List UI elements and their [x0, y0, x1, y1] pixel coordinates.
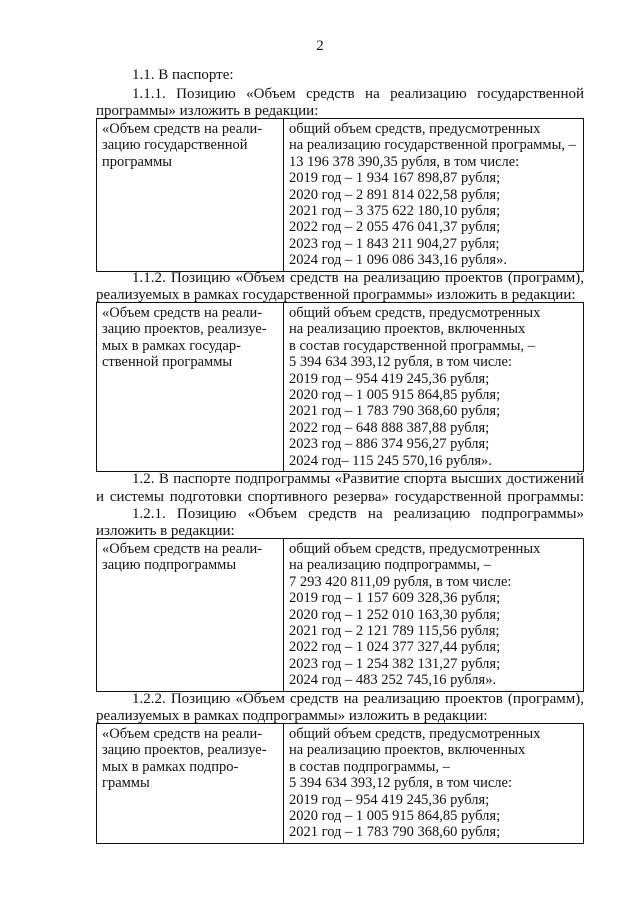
cell-line: 2021 год – 2 121 789 115,56 рубля;	[289, 623, 500, 640]
table-row	[97, 303, 584, 472]
cell-line: 2020 год – 2 891 814 022,58 рубля;	[289, 186, 501, 203]
cell-line: 2020 год – 1 252 010 163,30 рубля;	[289, 606, 501, 623]
table-1-2-1	[96, 538, 584, 692]
table-cell-label	[97, 303, 284, 472]
table-cell-value	[284, 724, 584, 844]
cell-line: 2022 год – 648 888 387,88 рубля;	[289, 419, 490, 436]
cell-line: 2021 год – 1 783 790 368,60 рубля;	[289, 403, 501, 420]
table-1-1-1	[96, 118, 584, 272]
section-1-1-heading: 1.1. В паспорте:	[132, 67, 234, 83]
cell-line: на реализацию проектов, включенных	[289, 321, 526, 338]
cell-line: 5 394 634 393,12 рубля, в том числе:	[289, 354, 512, 371]
cell-line: 2024 год– 115 245 570,16 рубля».	[289, 452, 492, 469]
section-1-2-1-line-1: 1.2.1. Позицию «Объем средств на реализацию подпрограммы»	[132, 506, 584, 522]
cell-line: «Объем средств на реали-	[102, 541, 263, 557]
cell-line: 2019 год – 1 157 609 328,36 рубля;	[289, 590, 501, 607]
cell-line: «Объем средств на реали-	[102, 305, 263, 321]
cell-line: 2020 год – 1 005 915 864,85 рубля;	[289, 808, 501, 825]
cell-line: зацию подпрограммы	[102, 557, 237, 574]
table-cell-value	[284, 119, 584, 272]
table-row	[97, 539, 584, 692]
cell-line: программы	[102, 153, 172, 170]
cell-line: мых в рамках государ-	[102, 337, 241, 354]
table-cell-label	[97, 724, 284, 844]
cell-line: 2019 год – 954 419 245,36 рубля;	[289, 370, 490, 387]
cell-line: общий объем средств, предусмотренных	[289, 541, 541, 557]
cell-line: 2024 год – 1 096 086 343,16 рубля».	[289, 252, 507, 269]
section-1-1-1-line-2: программы» изложить в редакции:	[96, 103, 319, 119]
cell-line: 13 196 378 390,35 рубля, в том числе:	[289, 153, 520, 170]
table-row	[97, 724, 584, 844]
table-cell-value	[284, 539, 584, 692]
table-1-2-2	[96, 723, 584, 844]
cell-line: 2022 год – 2 055 476 041,37 рубля;	[289, 219, 501, 236]
cell-line: «Объем средств на реали-	[102, 726, 263, 742]
section-1-1-2-line-1: 1.1.2. Позицию «Объем средств на реализацию проектов (программ),	[132, 270, 584, 286]
cell-line: ственной программы	[102, 354, 233, 371]
cell-line: 5 394 634 393,12 рубля, в том числе:	[289, 775, 512, 792]
cell-line: 2023 год – 886 374 956,27 рубля;	[289, 436, 490, 453]
cell-line: на реализацию подпрограммы, –	[289, 557, 491, 574]
cell-line: граммы	[102, 775, 150, 792]
cell-line: 2019 год – 1 934 167 898,87 рубля;	[289, 170, 501, 187]
cell-line: общий объем средств, предусмотренных	[289, 121, 541, 137]
cell-line: 2023 год – 1 254 382 131,27 рубля;	[289, 655, 501, 672]
section-1-2-line-1: 1.2. В паспорте подпрограммы «Развитие спорта высших достижений	[132, 471, 584, 487]
cell-line: общий объем средств, предусмотренных	[289, 305, 541, 321]
table-cell-label	[97, 119, 284, 272]
section-1-2-1-line-2: изложить в редакции:	[96, 523, 235, 539]
cell-line: «Объем средств на реали-	[102, 121, 263, 137]
cell-line: зацию проектов, реализуе-	[102, 321, 267, 338]
cell-line: 2024 год – 483 252 745,16 рубля».	[289, 672, 497, 689]
table-cell-value	[284, 303, 584, 472]
cell-line: на реализацию проектов, включенных	[289, 742, 526, 759]
cell-line: 2022 год – 1 024 377 327,44 рубля;	[289, 639, 501, 656]
page-number: 2	[316, 38, 324, 54]
section-1-1-2-line-2: реализуемых в рамках государственной программы» изложить в редакции:	[96, 287, 576, 303]
cell-line: в состав подпрограммы, –	[289, 758, 450, 775]
cell-line: общий объем средств, предусмотренных	[289, 726, 541, 742]
table-1-1-2	[96, 302, 584, 472]
section-1-2-2-line-1: 1.2.2. Позицию «Объем средств на реализацию проектов (программ),	[132, 691, 584, 707]
cell-line: на реализацию государственной программы, –	[289, 137, 576, 154]
cell-line: 2019 год – 954 419 245,36 рубля;	[289, 791, 490, 808]
cell-line: 7 293 420 811,09 рубля, в том числе:	[289, 573, 512, 590]
section-1-2-2-line-2: реализуемых в рамках подпрограммы» изложить в редакции:	[96, 708, 488, 724]
cell-line: зацию проектов, реализуе-	[102, 742, 267, 759]
cell-line: зацию государственной	[102, 137, 248, 154]
cell-line: в состав государственной программы, –	[289, 337, 535, 354]
section-1-2-line-2: и системы подготовки спортивного резерва» государственной программы:	[96, 489, 584, 505]
cell-line: 2023 год – 1 843 211 904,27 рубля;	[289, 235, 500, 252]
table-cell-label	[97, 539, 284, 692]
cell-line: 2021 год – 1 783 790 368,60 рубля;	[289, 824, 501, 841]
cell-line: 2020 год – 1 005 915 864,85 рубля;	[289, 387, 501, 404]
table-row	[97, 119, 584, 272]
section-1-1-1-line-1: 1.1.1. Позицию «Объем средств на реализацию государственной	[132, 86, 584, 102]
cell-line: 2021 год – 3 375 622 180,10 рубля;	[289, 203, 501, 220]
cell-line: мых в рамках подпро-	[102, 758, 239, 775]
